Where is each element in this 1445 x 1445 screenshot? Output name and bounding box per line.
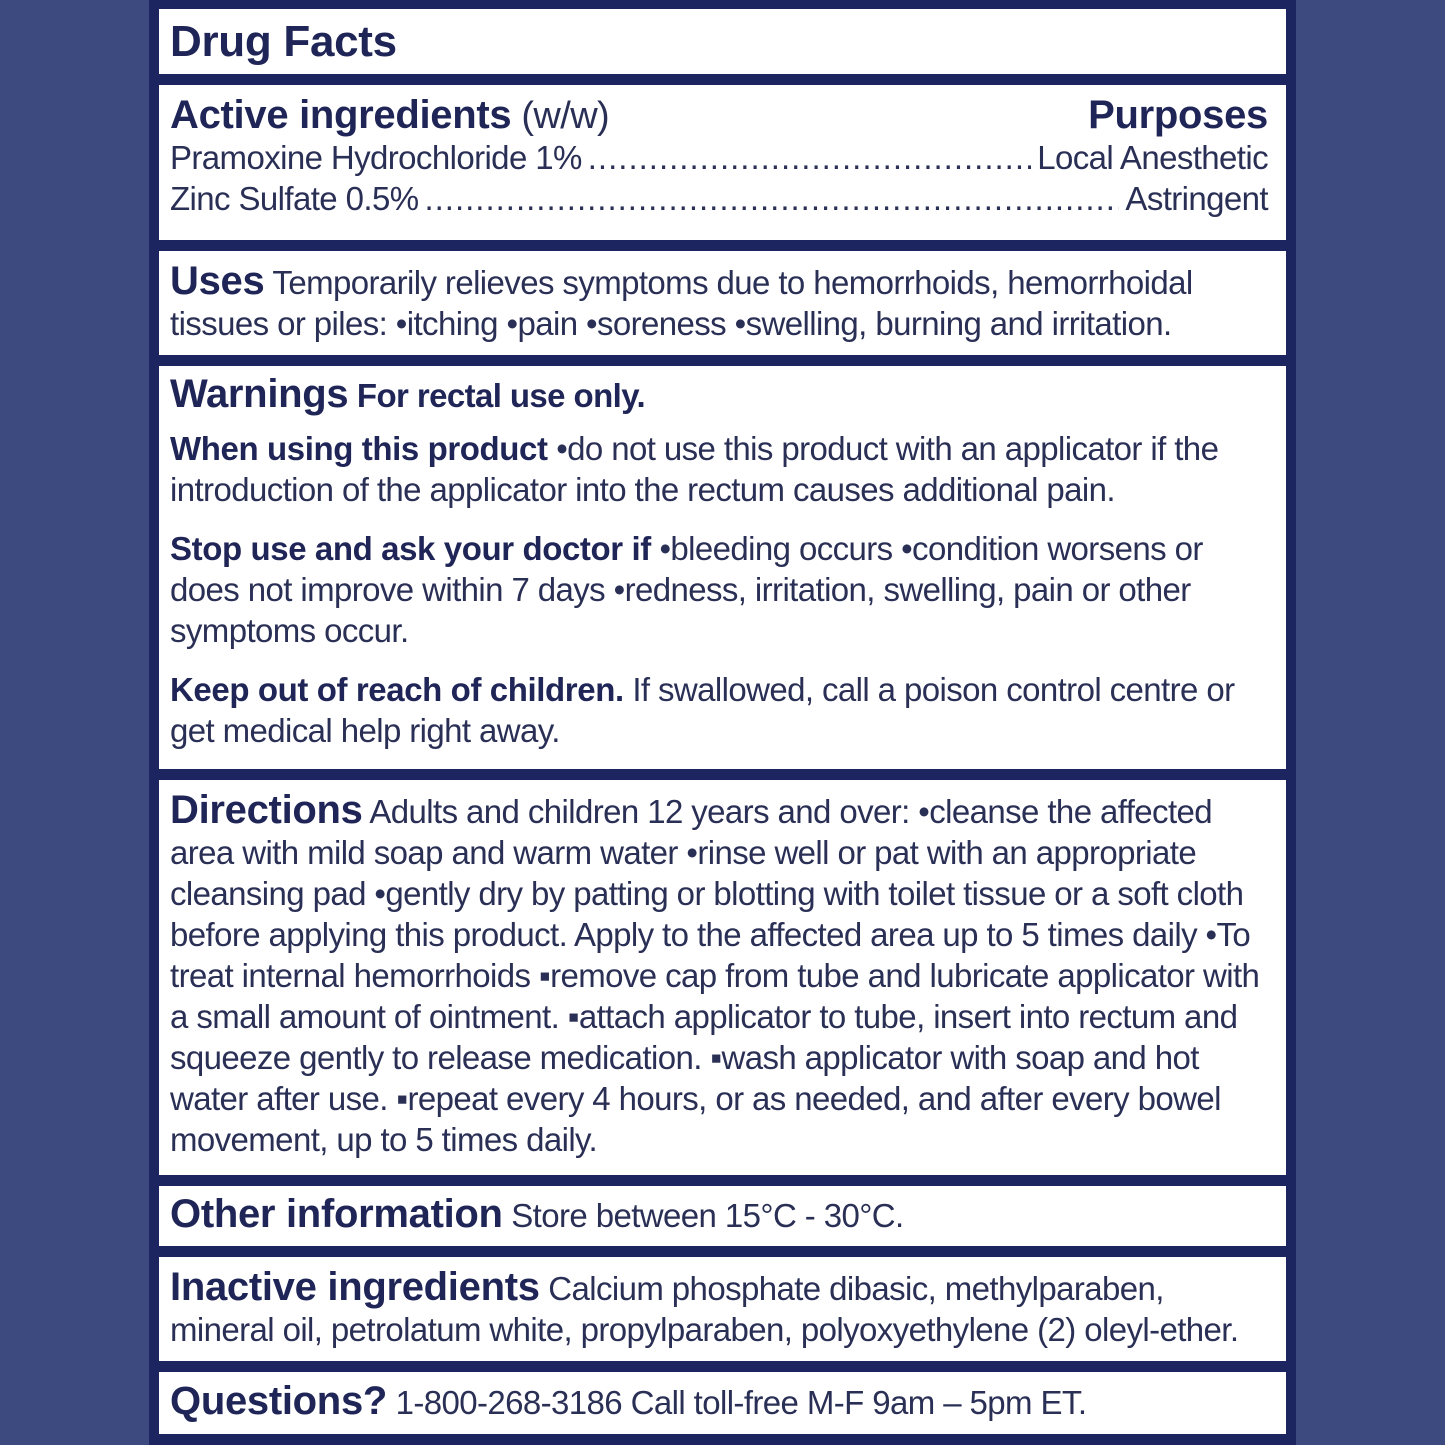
other-information-heading: Other information [170,1192,503,1236]
uses-paragraph [170,261,1268,344]
stop-use-paragraph [170,528,1268,651]
inactive-ingredients-panel [159,1257,1286,1361]
leader-dots [588,137,1032,178]
other-information-panel [159,1186,1286,1246]
drug-facts-label [149,0,1296,1445]
questions-heading: Questions? [170,1379,388,1423]
questions-panel [159,1372,1286,1434]
title-panel [159,9,1286,74]
warnings-title [170,374,1268,416]
directions-text: Adults and children 12 years and over: •cleanse the affected area with mild soap and warm water •rinse well or pat with an appropriate cleansing pad •gently dry by patting or blotting with toilet tissue or a soft cloth before applying this product. Apply to the affected area up to 5 times daily •To treat internal hemorrhoids ▪remove cap from tube and lubricate applicator with a small amount of ointment. ▪attach applicator to tube, insert into rectum and squeeze gently to release medication. ▪wash applicator with soap and hot water after use. ▪repeat every 4 hours, or as needed, and after every bowel movement, up to 5 times daily. [170,793,1260,1158]
active-unit: (w/w) [521,95,610,137]
other-information-text: Store between 15°C - 30°C. [511,1197,904,1234]
stop-use-text: •bleeding occurs •condition worsens or does not improve within 7 days •redness, irritation, swelling, pain or other symptoms occur. [170,530,1203,649]
directions-paragraph [170,790,1268,1160]
active-item-row [170,178,1268,219]
inactive-ingredients-heading: Inactive ingredients [170,1265,540,1309]
active-item-purpose: Local Anesthetic [1037,139,1268,176]
uses-panel [159,251,1286,355]
inactive-ingredients-paragraph [170,1267,1268,1350]
when-using-text: •do not use this product with an applicator if the introduction of the applicator into the rectum causes additional pain. [170,430,1219,508]
warnings-heading: Warnings [170,372,349,416]
warnings-panel [159,366,1286,769]
when-using-heading: When using this product [170,430,548,467]
stop-use-heading: Stop use and ask your doctor if [170,530,651,567]
directions-panel [159,780,1286,1175]
questions-paragraph [170,1381,1268,1423]
keep-out-heading: Keep out of reach of children. [170,671,624,708]
active-ingredients-panel [159,85,1286,240]
uses-heading: Uses [170,259,265,303]
when-using-paragraph [170,428,1268,510]
keep-out-text: If swallowed, call a poison control centre or get medical help right away. [170,671,1235,749]
active-item-purpose: Astringent [1125,180,1268,217]
inactive-ingredients-text: Calcium phosphate dibasic, methylparaben, mineral oil, petrolatum white, propylparaben, polyoxyethylene (2) oleyl-ether. [170,1270,1239,1348]
purposes-heading: Purposes [1088,93,1268,137]
warnings-subheading: For rectal use only. [356,377,646,414]
directions-heading: Directions [170,788,363,832]
active-ingredients-heading: Active ingredients [170,93,512,137]
keep-out-paragraph [170,669,1268,751]
active-header-row [170,95,1268,137]
leader-dots [424,178,1119,219]
other-information-paragraph [170,1194,1268,1236]
drug-facts-title: Drug Facts [170,17,397,66]
uses-text: Temporarily relieves symptoms due to hemorrhoids, hemorrhoidal tissues or piles: •itching •pain •soreness •swelling, burning and irritation. [170,264,1193,342]
active-item-name: Pramoxine Hydrochloride 1% [170,139,582,176]
questions-text: 1-800-268-3186 Call toll-free M-F 9am – 5pm ET. [395,1384,1087,1421]
active-item-name: Zinc Sulfate 0.5% [170,180,419,217]
active-item-row [170,137,1268,178]
